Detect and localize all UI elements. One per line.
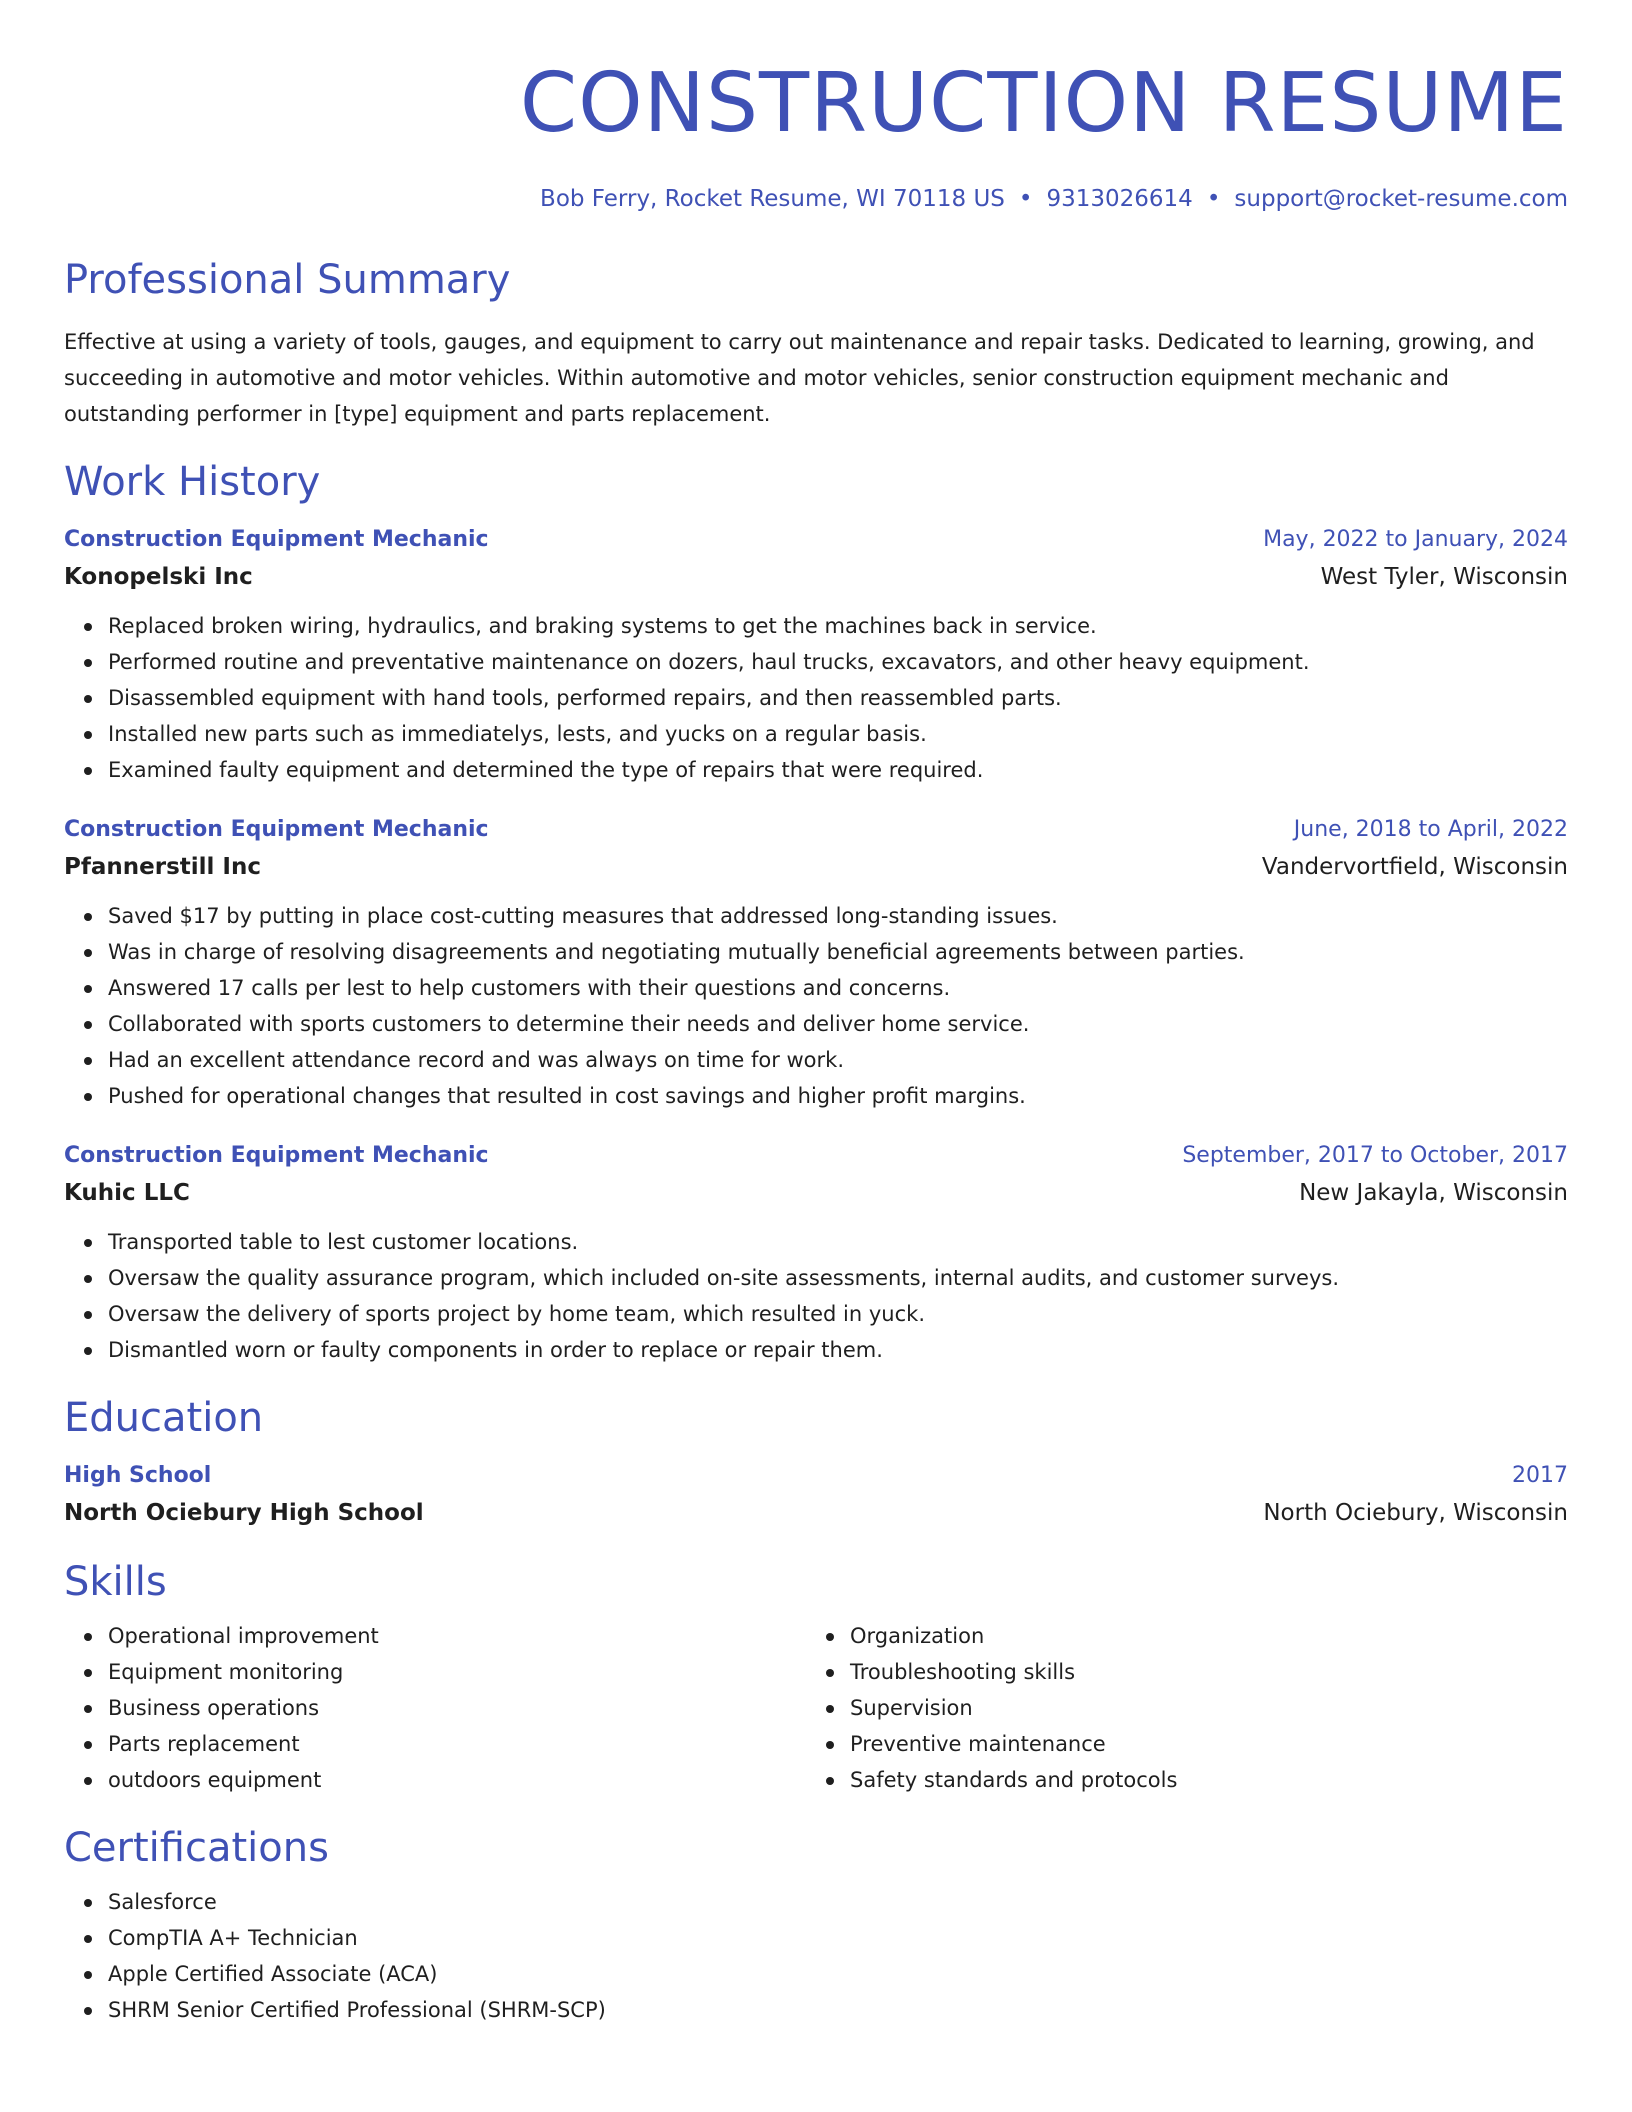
job-duty-item: Oversaw the delivery of sports project by home team, which resulted in yuck.	[108, 1296, 1568, 1332]
resume-header	[64, 0, 1568, 214]
skill-item: Safety standards and protocols	[850, 1762, 1548, 1798]
job-title: Construction Equipment Mechanic	[64, 1143, 489, 1168]
job-entry	[64, 522, 1568, 788]
job-location: Vandervortfield, Wisconsin	[1261, 854, 1568, 880]
work-history-heading: Work History	[64, 459, 321, 505]
skill-item: Organization	[850, 1618, 1548, 1654]
job-duty-item: Saved $17 by putting in place cost-cutting measures that addressed long-standing issues.	[108, 898, 1568, 934]
job-duty-item: Pushed for operational changes that resulted in cost savings and higher profit margins.	[108, 1078, 1568, 1114]
skill-item: Operational improvement	[108, 1618, 806, 1654]
job-duty-item: Performed routine and preventative maintenance on dozers, haul trucks, excavators, and other heavy equipment.	[108, 644, 1568, 680]
skills-column-left	[64, 1618, 806, 1798]
job-duty-item: Was in charge of resolving disagreements and negotiating mutually beneficial agreements between parties.	[108, 934, 1568, 970]
skill-item: outdoors equipment	[108, 1762, 806, 1798]
contact-phone: 9313026614	[1046, 186, 1193, 212]
job-duty-item: Collaborated with sports customers to determine their needs and deliver home service.	[108, 1006, 1568, 1042]
job-duties	[64, 898, 1568, 1114]
job-duty-item: Oversaw the quality assurance program, which included on-site assessments, internal audits, and customer surveys.	[108, 1260, 1568, 1296]
education-degree: High School	[64, 1463, 212, 1488]
skills-grid	[64, 1618, 1568, 1798]
contact-separator: •	[1018, 186, 1033, 212]
resume-title: CONSTRUCTION RESUME	[519, 56, 1568, 151]
contact-line	[64, 184, 1568, 214]
job-company: Konopelski Inc	[64, 564, 253, 590]
job-title: Construction Equipment Mechanic	[64, 817, 489, 842]
job-company: Kuhic LLC	[64, 1180, 190, 1206]
job-duty-item: Disassembled equipment with hand tools, performed repairs, and then reassembled parts.	[108, 680, 1568, 716]
contact-separator: •	[1206, 186, 1221, 212]
job-duty-item: Transported table to lest customer locations.	[108, 1224, 1568, 1260]
summary-text: Effective at using a variety of tools, gauges, and equipment to carry out maintenance and repair tasks. Dedicated to learning, growing, and succeeding in automotive and motor vehicles. Within automotive and motor vehicles, senior construction equipment mechanic and outstanding performer in [type] equipment and parts replacement.	[64, 330, 1535, 426]
certification-item: Apple Certified Associate (ACA)	[108, 1956, 1568, 1992]
job-duty-item: Answered 17 calls per lest to help customers with their questions and concerns.	[108, 970, 1568, 1006]
contact-address: Bob Ferry, Rocket Resume, WI 70118 US	[540, 186, 1005, 212]
education-location: North Ociebury, Wisconsin	[1263, 1500, 1568, 1526]
education-entry	[64, 1458, 1568, 1532]
job-duty-item: Installed new parts such as immediatelys, lests, and yucks on a regular basis.	[108, 716, 1568, 752]
skills-section	[64, 1558, 1568, 1798]
skills-heading: Skills	[64, 1559, 167, 1605]
skill-item: Parts replacement	[108, 1726, 806, 1762]
certification-item: Salesforce	[108, 1884, 1568, 1920]
resume-page	[64, 0, 1568, 2112]
certifications-section	[64, 1824, 1568, 2028]
job-duties	[64, 608, 1568, 788]
job-entry	[64, 1138, 1568, 1368]
certifications-heading: Certifications	[64, 1825, 329, 1871]
certification-item: CompTIA A+ Technician	[108, 1920, 1568, 1956]
skill-item: Equipment monitoring	[108, 1654, 806, 1690]
work-history-section	[64, 458, 1568, 1368]
job-dates: May, 2022 to January, 2024	[1263, 527, 1568, 552]
job-company: Pfannerstill Inc	[64, 854, 261, 880]
job-duty-item: Dismantled worn or faulty components in order to replace or repair them.	[108, 1332, 1568, 1368]
summary-section	[64, 256, 1568, 432]
skills-list-right	[806, 1618, 1548, 1798]
skill-item: Business operations	[108, 1690, 806, 1726]
skill-item: Troubleshooting skills	[850, 1654, 1548, 1690]
job-entry	[64, 812, 1568, 1114]
job-location: New Jakayla, Wisconsin	[1299, 1180, 1568, 1206]
education-section	[64, 1394, 1568, 1532]
education-year: 2017	[1512, 1463, 1568, 1488]
job-location: West Tyler, Wisconsin	[1320, 564, 1568, 590]
job-title: Construction Equipment Mechanic	[64, 527, 489, 552]
skills-column-right	[806, 1618, 1548, 1798]
job-duty-item: Replaced broken wiring, hydraulics, and braking systems to get the machines back in service.	[108, 608, 1568, 644]
job-dates: September, 2017 to October, 2017	[1182, 1143, 1568, 1168]
contact-email: support@rocket-resume.com	[1234, 186, 1568, 212]
education-heading: Education	[64, 1395, 264, 1441]
skills-list-left	[64, 1618, 806, 1798]
education-school: North Ociebury High School	[64, 1500, 424, 1526]
job-duty-item: Had an excellent attendance record and was always on time for work.	[108, 1042, 1568, 1078]
skill-item: Supervision	[850, 1690, 1548, 1726]
job-duties	[64, 1224, 1568, 1368]
job-dates: June, 2018 to April, 2022	[1293, 817, 1568, 842]
job-duty-item: Examined faulty equipment and determined the type of repairs that were required.	[108, 752, 1568, 788]
summary-heading: Professional Summary	[64, 257, 511, 303]
skill-item: Preventive maintenance	[850, 1726, 1548, 1762]
certification-item: SHRM Senior Certified Professional (SHRM-SCP)	[108, 1992, 1568, 2028]
certifications-list	[64, 1884, 1568, 2028]
